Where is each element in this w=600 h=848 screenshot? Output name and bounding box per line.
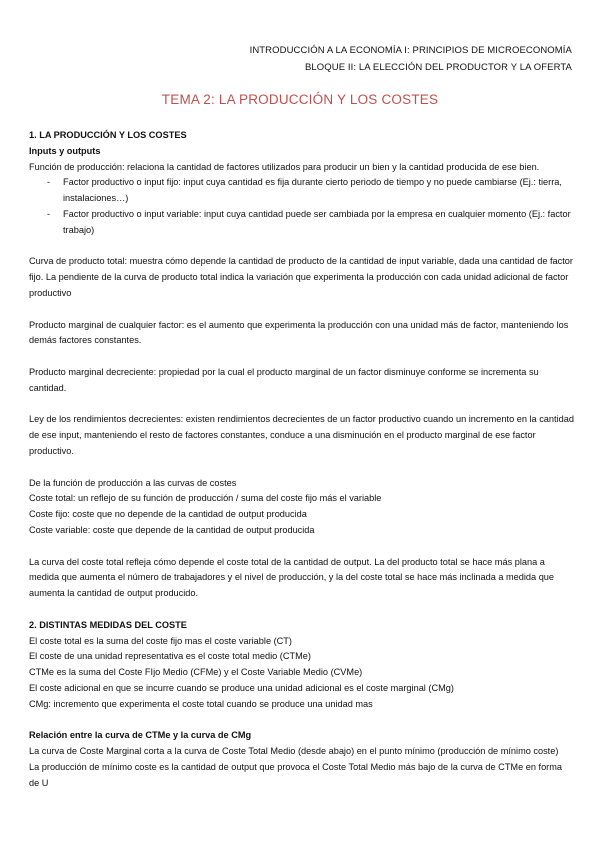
text-line: El coste total es la suma del coste fijo mas el coste variable (CT) [29,635,292,646]
page-title: TEMA 2: LA PRODUCCIÓN Y LOS COSTES [161,92,439,107]
paragraph: Curva de producto total: muestra cómo depende la cantidad de producto de la cantidad de input variable, dada una cantidad de factor fijo. La pendiente de la curva de producto total indica la variación que experimenta la producción con cada unidad adicional de factor productivo [29,256,573,298]
text-line: El coste de una unidad representativa es el coste total medio (CTMe) [29,651,311,662]
text-line: CTMe es la suma del Coste FIjo Medio (CFMe) y el Coste Variable Medio (CVMe) [29,667,363,678]
header-course: INTRODUCCIÓN A LA ECONOMÍA I: PRINCIPIOS DE MICROECONOMÍA [249,45,572,56]
paragraph: Producto marginal decreciente: propiedad por la cual el producto marginal de un factor disminuye conforme se incrementa su cantidad. [29,366,539,393]
text-line: Coste total: un reflejo de su función de producción / suma del coste fijo más el variable [29,493,382,504]
paragraph: La curva del coste total refleja cómo depende el coste total de la cantidad de output. La del producto total se hace más plana a medida que aumenta el número de trabajadores y el nivel de producción, y la del coste total se hace más inclinada a medida que aumenta la cantidad de output producido. [29,556,555,599]
document-body [29,128,574,791]
header-block: BLOQUE II: LA ELECCIÓN DEL PRODUCTOR Y LA OFERTA [304,62,572,73]
paragraph: La producción de mínimo coste es la cantidad de output que provoca el Coste Total Medio más bajo de la curva de CTMe en forma de U [29,761,563,788]
paragraph: La curva de Coste Marginal corta a la curva de Coste Total Medio (desde abajo) en el punto mínimo (producción de mínimo coste) [29,746,559,757]
list-item: - Factor productivo o input fijo: input cuya cantidad es fija durante cierto periodo de tiempo y no puede cambiarse (Ej.: tierra, instalaciones…) [29,175,574,207]
text-line: Coste variable: coste que depende de la cantidad de output producida [29,524,315,535]
page-header [250,42,572,76]
text-line: Coste fijo: coste que no depende de la cantidad de output producida [29,509,307,520]
text-line: El coste adicional en que se incurre cuando se produce una unidad adicional es el coste marginal (CMg) [29,682,454,693]
paragraph: Función de producción: relaciona la cantidad de factores utilizados para producir un bien y la cantidad producida de ese bien. [29,161,540,172]
section-1-heading: 1. LA PRODUCCIÓN Y LOS COSTES [29,130,187,140]
text-line: CMg: incremento que experimenta el coste total cuando se produce una unidad mas [29,698,373,709]
section-2-subheading: Relación entre la curva de CTMe y la curva de CMg [29,730,252,741]
section-1-subheading: Inputs y outputs [29,145,101,156]
paragraph: Producto marginal de cualquier factor: es el aumento que experimenta la producción con una unidad más de factor, manteniendo los demás factores constantes. [29,319,569,346]
section-2-heading: 2. DISTINTAS MEDIDAS DEL COSTE [29,619,187,630]
paragraph: Ley de los rendimientos decrecientes: existen rendimientos decrecientes de un factor productivo cuando un incremento en la cantidad de ese input, manteniendo el resto de factores constantes, conduce a una disminución en el producto marginal de ese factor productivo. [29,414,574,456]
list-item: - Factor productivo o input variable: input cuya cantidad puede ser cambiada por la empresa en cualquier momento (Ej.: factor trabajo) [29,207,574,239]
text-line: De la función de producción a las curvas de costes [29,477,237,488]
